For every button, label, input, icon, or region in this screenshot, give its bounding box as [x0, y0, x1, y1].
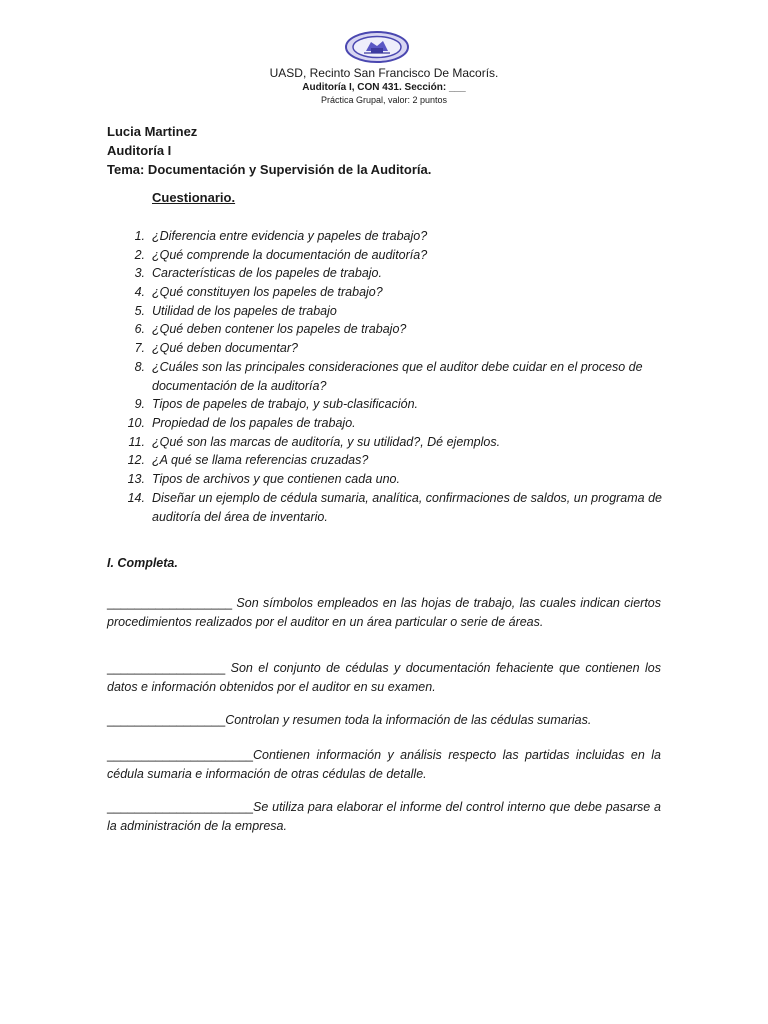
question-text: Utilidad de los papeles de trabajo [152, 304, 337, 318]
fill-in-item [107, 711, 661, 730]
fill-in-item [107, 594, 661, 631]
student-name: Lucia Martinez [107, 124, 198, 139]
question-number: 12. [127, 453, 145, 467]
question-text: Diseñar un ejemplo de cédula sumaria, analítica, confirmaciones de saldos, un programa de auditoría del área de inventario. [152, 491, 663, 524]
section-title: I. Completa. [107, 556, 178, 570]
question-number: 7. [134, 341, 145, 355]
fill-in-text: Contienen información y análisis respecto las partidas incluidas en la cédula sumaria e información de otras cédulas de detalle. [107, 748, 661, 781]
university-seal-logo [344, 30, 410, 64]
answer-blank: _____________________ [107, 800, 253, 814]
questionnaire-title: Cuestionario. [152, 190, 236, 205]
answer-blank: _________________ [107, 661, 226, 675]
fill-in-text: Se utiliza para elaborar el informe del control interno que debe pasarse a la administración de la empresa. [107, 800, 661, 833]
fill-in-item [107, 659, 661, 696]
question-text: ¿Qué constituyen los papeles de trabajo? [152, 285, 383, 299]
fill-in-text: Controlan y resumen toda la información de las cédulas sumarias. [225, 713, 592, 727]
question-number: 13. [127, 472, 145, 486]
fill-in-text: Son el conjunto de cédulas y documentación fehaciente que contienen los datos e información obtenidos por el auditor en su examen. [107, 661, 661, 694]
answer-blank: _________________ [107, 713, 226, 727]
answer-blank: __________________ [107, 596, 233, 610]
subject-name: Auditoría I [107, 143, 172, 158]
question-text: ¿Qué deben contener los papeles de trabajo? [152, 322, 407, 336]
question-number: 5. [134, 304, 145, 318]
question-number: 10. [127, 416, 145, 430]
question-number: 2. [134, 248, 145, 262]
question-text: ¿Diferencia entre evidencia y papeles de trabajo? [152, 229, 428, 243]
fill-in-item [107, 798, 661, 835]
question-text: ¿Qué deben documentar? [152, 341, 298, 355]
question-number: 3. [134, 266, 145, 280]
question-number: 6. [134, 322, 145, 336]
question-text: ¿Qué son las marcas de auditoría, y su utilidad?, Dé ejemplos. [152, 435, 501, 449]
institution-title: UASD, Recinto San Francisco De Macorís. [269, 66, 499, 80]
question-text: ¿Cuáles son las principales consideraciones que el auditor debe cuidar en el proceso de documentación de la auditoría? [152, 360, 643, 393]
question-number: 9. [134, 397, 145, 411]
question-number: 11. [128, 435, 145, 449]
fill-in-text: Son símbolos empleados en las hojas de trabajo, las cuales indican ciertos procedimientos realizados por el auditor en un área particular o serie de áreas. [107, 596, 661, 629]
question-text: Propiedad de los papales de trabajo. [152, 416, 356, 430]
course-line: Auditoría I, CON 431. Sección: ___ [302, 82, 466, 93]
question-number: 8. [134, 360, 145, 374]
question-text: ¿A qué se llama referencias cruzadas? [152, 453, 369, 467]
practice-line: Práctica Grupal, valor: 2 puntos [320, 95, 448, 105]
question-number: 1. [134, 229, 145, 243]
fill-in-item [107, 746, 661, 783]
question-text: ¿Qué comprende la documentación de auditoría? [152, 248, 428, 262]
question-text: Tipos de papeles de trabajo, y sub-clasificación. [152, 397, 419, 411]
question-number: 4. [134, 285, 145, 299]
question-text: Tipos de archivos y que contienen cada uno. [152, 472, 400, 486]
topic-line: Tema: Documentación y Supervisión de la Auditoría. [107, 162, 432, 177]
question-number: 14. [127, 491, 145, 505]
question-text: Características de los papeles de trabajo. [152, 266, 382, 280]
answer-blank: _____________________ [107, 748, 253, 762]
